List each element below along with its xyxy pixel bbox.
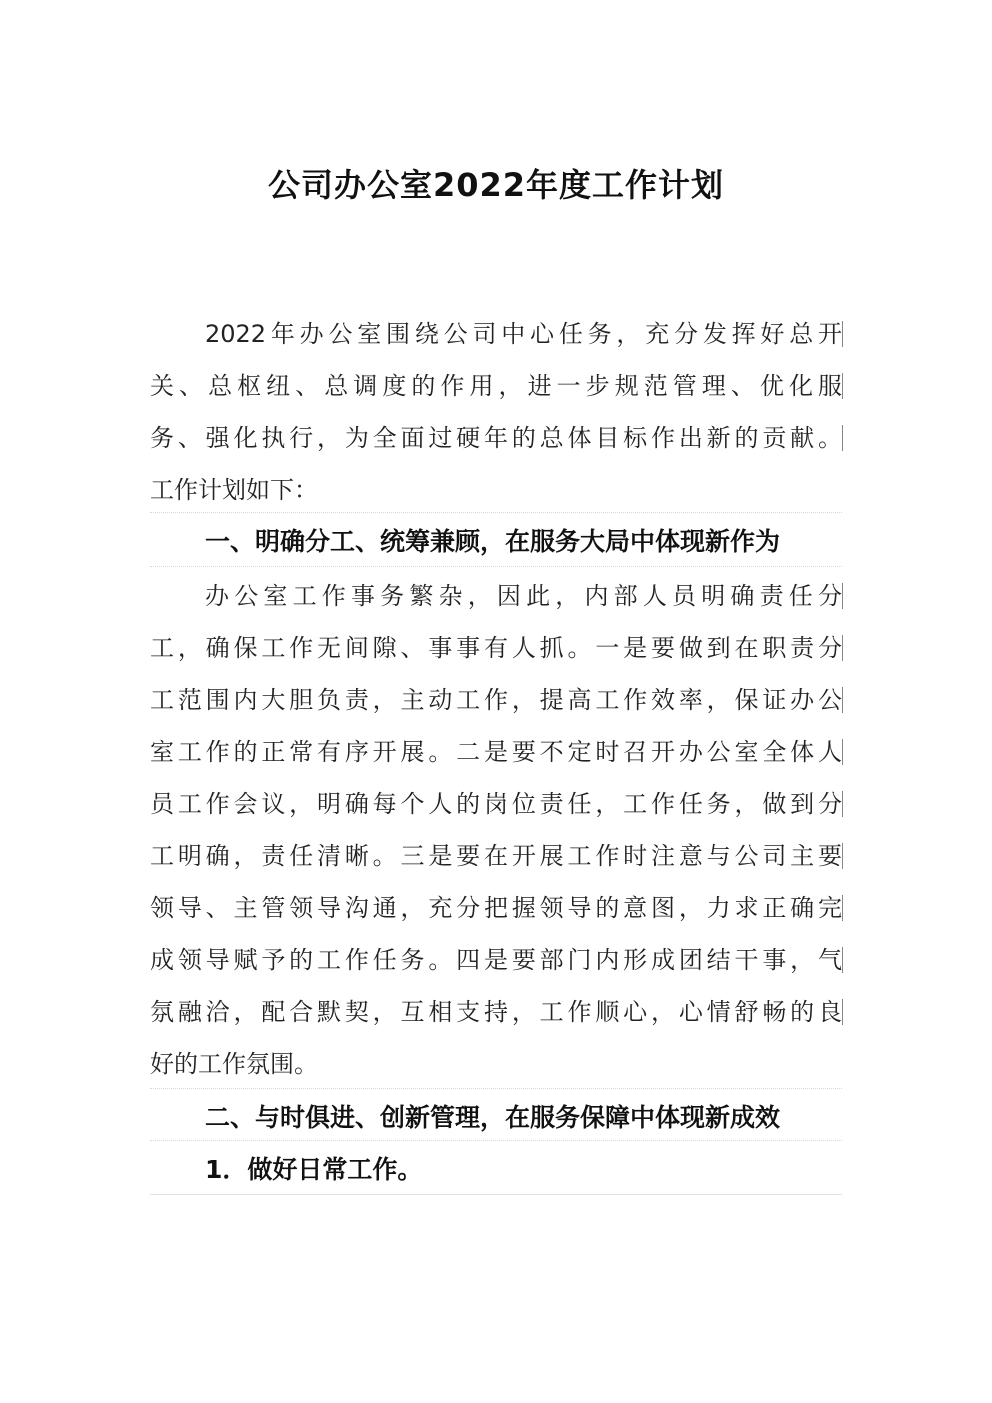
section1-line-8: 成领导赋予的工作任务。四是要部门内形成团结干事，气 [150,946,842,974]
section1-line-9: 氛融洽，配合默契，互相支持，工作顺心，心情舒畅的良 [150,998,842,1026]
paragraph-divider [150,566,842,567]
section1-line-10: 好的工作氛围。 [150,1050,318,1078]
paragraph-divider [150,512,842,513]
intro-line-1: 2022年办公室围绕公司中心任务，充分发挥好总开 [205,320,842,348]
section1-line-2: 工，确保工作无间隙、事事有人抓。一是要做到在职责分 [150,634,842,662]
paragraph-divider [150,1088,842,1089]
margin-marker [842,999,843,1025]
document-title: 公司办公室2022年度工作计划 [267,166,725,204]
section1-line-1: 办公室工作事务繁杂，因此，内部人员明确责任分 [205,582,842,610]
margin-marker [842,635,843,661]
margin-marker [842,843,843,869]
margin-marker [842,583,843,609]
margin-marker [842,947,843,973]
section-heading-2: 二、与时俱进、创新管理，在服务保障中体现新成效 [205,1103,781,1132]
margin-marker [842,895,843,921]
intro-line-3: 务、强化执行，为全面过硬年的总体目标作出新的贡献。 [150,424,842,452]
paragraph-divider [150,1194,842,1195]
margin-marker [842,373,843,399]
section1-line-4: 室工作的正常有序开展。二是要不定时召开办公室全体人 [150,738,842,766]
intro-line-4: 工作计划如下： [150,476,318,504]
margin-marker [842,321,843,347]
section1-line-6: 工明确，责任清晰。三是要在开展工作时注意与公司主要 [150,842,842,870]
margin-marker [842,687,843,713]
paragraph-divider [150,1140,842,1141]
intro-line-2: 关、总枢纽、总调度的作用，进一步规范管理、优化服 [150,372,842,400]
margin-marker [842,791,843,817]
section-heading-1: 一、明确分工、统筹兼顾，在服务大局中体现新作为 [205,527,781,556]
margin-marker [842,425,843,451]
subsection-heading-1: 1．做好日常工作。 [205,1155,423,1184]
section1-line-3: 工范围内大胆负责，主动工作，提高工作效率，保证办公 [150,686,842,714]
section1-line-5: 员工作会议，明确每个人的岗位责任，工作任务，做到分 [150,790,842,818]
section1-line-7: 领导、主管领导沟通，充分把握领导的意图，力求正确完 [150,894,842,922]
margin-marker [842,739,843,765]
